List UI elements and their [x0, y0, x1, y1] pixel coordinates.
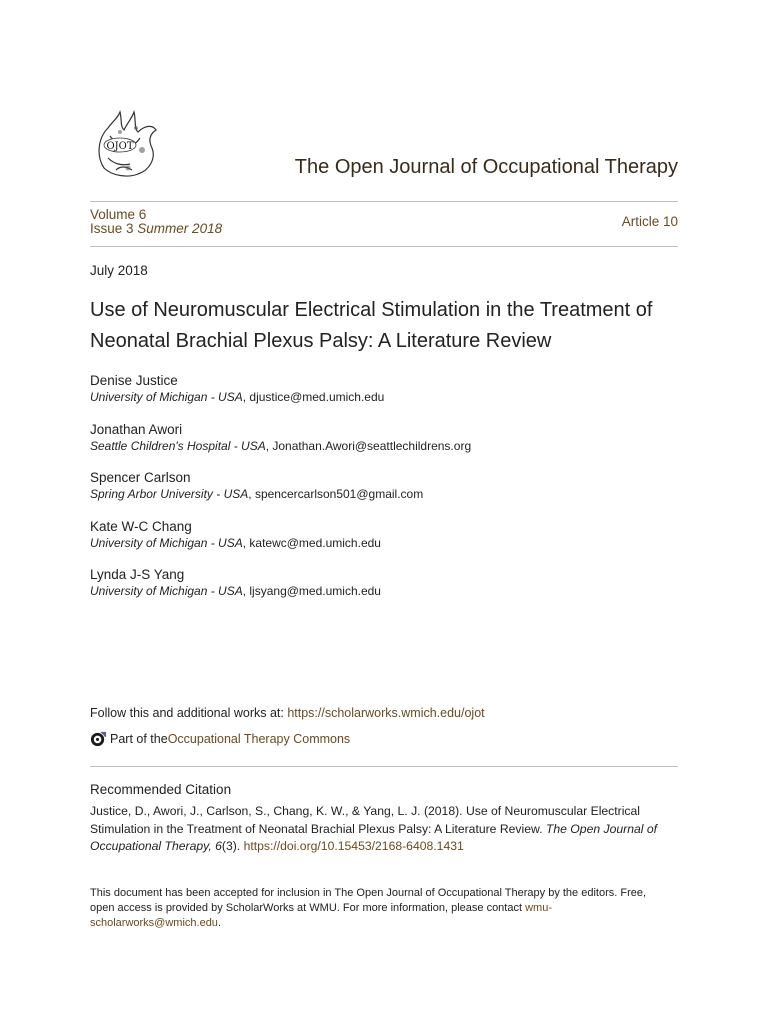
footer-text: open access is provided by ScholarWorks at WMU. For more information, please contact — [90, 902, 526, 914]
footer-end: . — [217, 917, 221, 929]
volume-issue[interactable] — [90, 208, 222, 236]
article-number[interactable]: Article 10 — [621, 214, 678, 229]
author-institution: University of Michigan - USA — [90, 390, 243, 404]
publication-date: July 2018 — [90, 263, 148, 278]
follow-label: Follow this and additional works at: — [90, 706, 288, 720]
author-email: katewc@med.umich.edu — [249, 535, 381, 550]
author-name: Spencer Carlson — [90, 470, 191, 485]
article-title-line-2: Neonatal Brachial Plexus Palsy: A Literature Review — [90, 330, 552, 352]
author-institution: University of Michigan - USA — [90, 584, 243, 598]
author-entry — [90, 469, 678, 518]
recommended-citation-heading: Recommended Citation — [90, 782, 232, 797]
author-entry — [90, 518, 678, 567]
author-list — [90, 372, 678, 615]
divider-mid — [90, 246, 678, 247]
author-affiliation: University of Michigan - USA, katewc@med.umich.edu — [90, 535, 381, 550]
author-name: Denise Justice — [90, 373, 178, 388]
author-email: spencercarlson501@gmail.com — [254, 487, 424, 501]
follow-line — [90, 706, 485, 720]
commons-network-icon — [90, 730, 107, 747]
footer-line-2 — [90, 901, 678, 916]
part-of-line — [90, 730, 350, 747]
journal-logo — [90, 108, 164, 182]
doi-link[interactable]: https://doi.org/10.15453/2168-6408.1431 — [243, 839, 464, 853]
author-email: djustice@med.umich.edu — [249, 390, 385, 404]
issue-line[interactable] — [90, 222, 222, 236]
citation-line-3 — [90, 838, 678, 856]
author-institution: Seattle Children's Hospital - USA — [90, 438, 266, 453]
article-title — [90, 295, 678, 357]
citation-line-2 — [90, 821, 678, 839]
citation-journal: The Open Journal of — [545, 821, 658, 836]
author-entry — [90, 566, 678, 615]
author-name: Kate W-C Chang — [90, 518, 192, 534]
author-entry — [90, 372, 678, 421]
issue-season[interactable]: Summer 2018 — [137, 221, 223, 236]
contact-email-link-part1[interactable]: wmu- — [525, 902, 552, 914]
author-name: Jonathan Awori — [90, 421, 183, 437]
author-institution: Spring Arbor University - USA — [90, 487, 249, 501]
footer-note — [90, 886, 678, 931]
logo-text: OJOT — [106, 141, 134, 152]
citation-issue: (3). — [221, 839, 244, 853]
divider-citation — [90, 766, 678, 767]
footer-line-1: This document has been accepted for inclusion in The Open Journal of Occupational Therapy by the editors. Free, — [90, 887, 647, 899]
author-affiliation: University of Michigan - USA, djustice@med.umich.edu — [90, 390, 385, 404]
author-email: Jonathan.Awori@seattlechildrens.org — [272, 438, 472, 453]
cover-page — [90, 0, 678, 1024]
recommended-citation-text — [90, 803, 678, 856]
footer-line-3 — [90, 916, 678, 931]
article-title-line-1: Use of Neuromuscular Electrical Stimulation in the Treatment of — [90, 299, 653, 321]
author-affiliation: University of Michigan - USA, ljsyang@med.umich.edu — [90, 584, 381, 598]
author-affiliation: Spring Arbor University - USA, spencercarlson501@gmail.com — [90, 487, 424, 501]
citation-line-1: Justice, D., Awori, J., Carlson, S., Chang, K. W., & Yang, L. J. (2018). Use of Neuromuscular Electrical — [90, 804, 641, 818]
citation-title: Stimulation in the Treatment of Neonatal Brachial Plexus Palsy: A Literature Review. — [90, 821, 546, 836]
author-affiliation: Seattle Children's Hospital - USA, Jonathan.Awori@seattlechildrens.org — [90, 438, 472, 453]
commons-link[interactable]: Occupational Therapy Commons — [167, 731, 351, 746]
citation-journal-volume: Occupational Therapy, 6 — [90, 839, 222, 853]
author-name: Lynda J-S Yang — [90, 567, 185, 582]
divider-top — [90, 201, 678, 202]
volume-link[interactable]: Volume 6 — [90, 207, 147, 222]
author-institution: University of Michigan - USA — [90, 535, 243, 550]
author-entry — [90, 421, 678, 470]
author-email: ljsyang@med.umich.edu — [249, 584, 381, 598]
follow-url-link[interactable]: https://scholarworks.wmich.edu/ojot — [287, 706, 485, 720]
part-of-label: Part of the — [110, 731, 168, 746]
issue-number[interactable]: Issue 3 — [90, 221, 134, 236]
journal-title[interactable]: The Open Journal of Occupational Therapy — [294, 156, 678, 178]
contact-email-link-part2[interactable]: scholarworks@wmich.edu — [90, 917, 218, 929]
